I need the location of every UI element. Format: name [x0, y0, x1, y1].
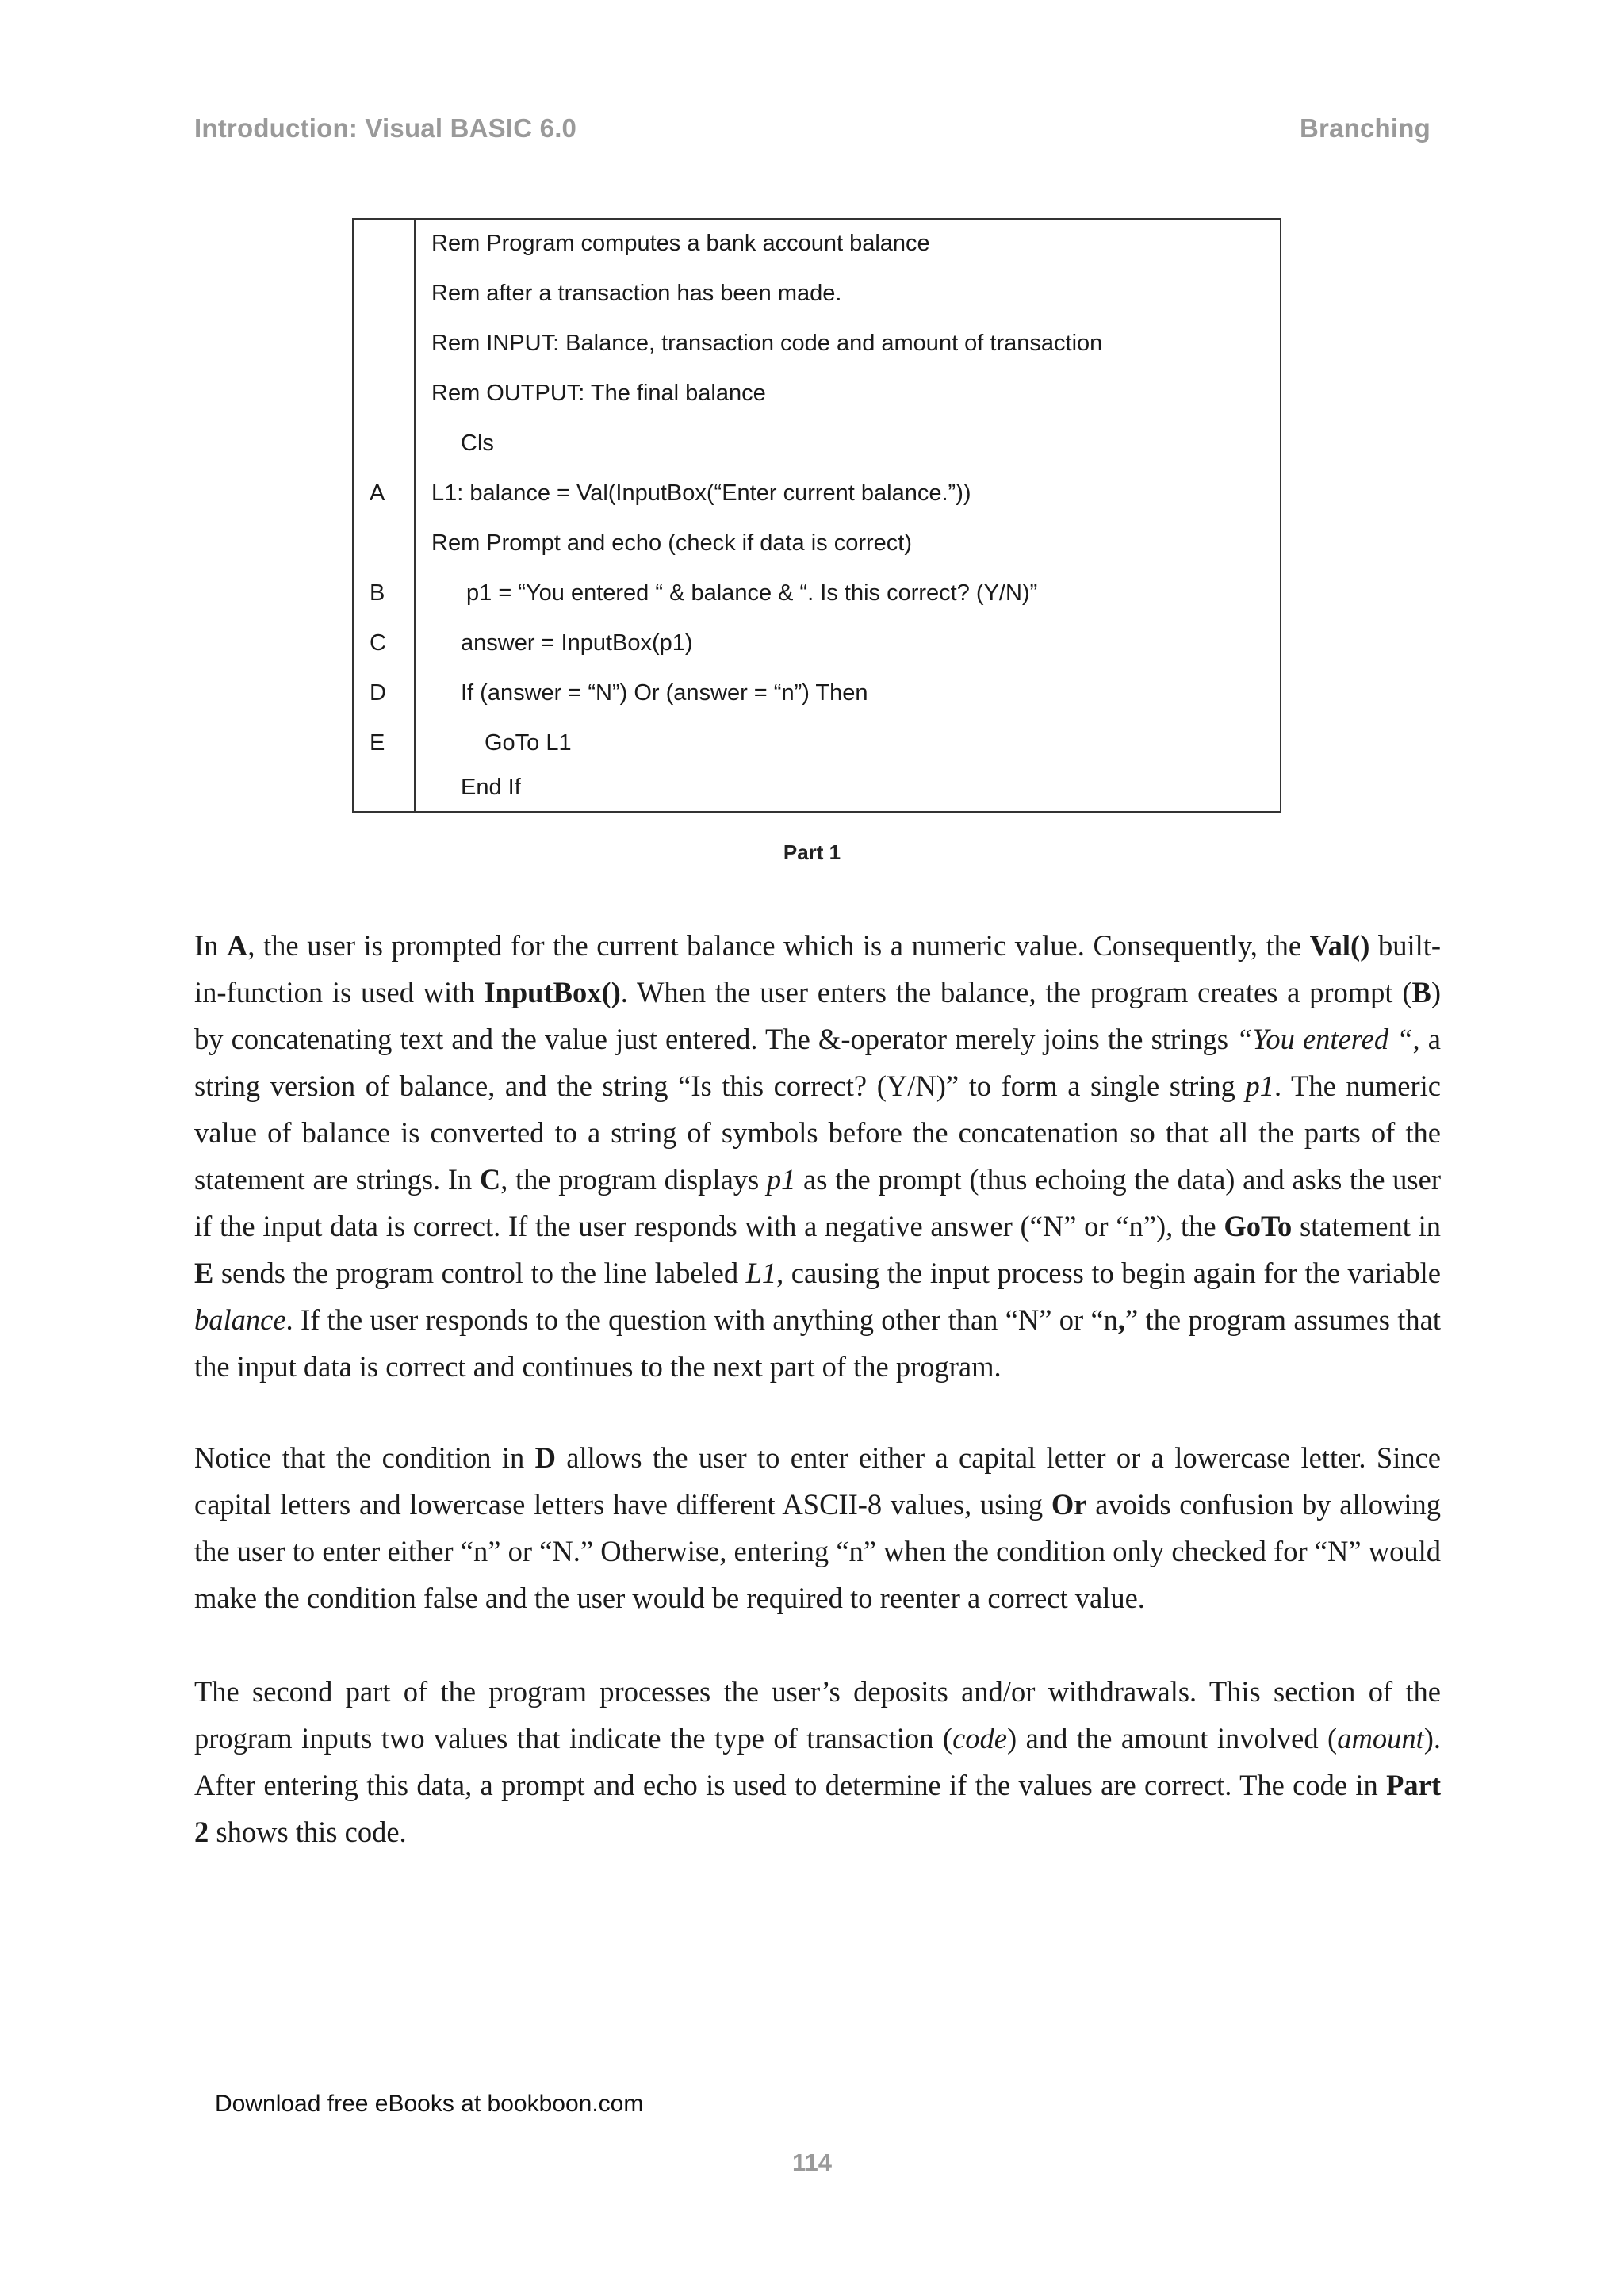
line-label: B [370, 580, 385, 606]
text-run: shows this code. [209, 1816, 407, 1848]
code-row [354, 320, 1280, 369]
code-line: If (answer = “N”) Or (answer = “n”) Then [461, 680, 868, 706]
bold-term: Val() [1309, 929, 1370, 962]
line-label: A [370, 480, 385, 506]
text-run: . The numeric value of balance is converted to a string of symbols before the concatenation so that all the parts of the statement are strings. In [194, 1070, 1441, 1196]
text-run: The second part of the program processes the user’s deposits and/or withdrawals. This section of the program inputs two values that indicate the type of transaction ( [194, 1675, 1441, 1755]
code-line: Rem OUTPUT: The final balance [431, 381, 766, 406]
code-line: Cls [461, 430, 494, 456]
code-row [354, 669, 1280, 719]
italic-term: code [952, 1722, 1007, 1755]
code-row [354, 220, 1280, 270]
bold-term: , [1117, 1303, 1126, 1336]
code-listing-table [352, 218, 1281, 813]
code-row [354, 619, 1280, 669]
download-link[interactable]: Download free eBooks at bookboon.com [215, 2091, 644, 2117]
code-line: Rem INPUT: Balance, transaction code and amount of transaction [431, 331, 1103, 356]
text-run: as the prompt (thus echoing the data) and asks the user if the input data is correct. If the user responds with a negative answer (“N” or “n”), the [194, 1163, 1441, 1242]
code-line: answer = InputBox(p1) [461, 630, 693, 656]
page-number: 114 [791, 2149, 832, 2176]
italic-term: p1 [1245, 1070, 1274, 1102]
code-row [354, 469, 1280, 519]
text-run: ) by concatenating text and the value just entered. The &-operator merely joins the strings [194, 976, 1441, 1055]
code-line: p1 = “You entered “ & balance & “. Is this correct? (Y/N)” [466, 580, 1038, 606]
code-row [354, 519, 1280, 569]
text-run: built-in-function is used with [194, 929, 1442, 1008]
code-line: L1: balance = Val(InputBox(“Enter current balance.”)) [431, 480, 971, 506]
running-header-title: Introduction: Visual BASIC 6.0 [194, 113, 577, 143]
text-run: statement in [1292, 1210, 1441, 1242]
line-label: E [370, 730, 385, 756]
text-run: sends the program control to the line labeled [213, 1257, 746, 1289]
text-run: Notice that the condition in [194, 1441, 535, 1474]
code-line: End If [461, 775, 521, 800]
bold-term: InputBox() [484, 976, 621, 1008]
bold-term: GoTo [1224, 1210, 1293, 1242]
code-line: Rem after a transaction has been made. [431, 281, 842, 306]
body-paragraph [194, 1434, 1441, 1621]
bold-term: E [194, 1257, 214, 1289]
running-header-chapter: Branching [1300, 113, 1431, 143]
text-run: allows the user to enter either a capital letter or a lowercase letter. Since capital letters and lowercase letters have different ASCII-8 values, using [194, 1441, 1441, 1521]
italic-term: L1 [745, 1257, 777, 1289]
code-row [354, 719, 1280, 769]
figure-caption: Part 1 [783, 840, 841, 864]
line-label: D [370, 680, 386, 706]
bold-term: Part 2 [194, 1769, 1441, 1848]
italic-term: amount [1337, 1722, 1424, 1755]
code-row [354, 419, 1280, 469]
bold-term: B [1411, 976, 1431, 1008]
code-row [354, 569, 1280, 619]
text-run: ). After entering this data, a prompt and echo is used to determine if the values are correct. The code in [194, 1722, 1441, 1801]
text-run: ) and the amount involved ( [1006, 1722, 1338, 1755]
code-row [354, 369, 1280, 419]
code-line: Rem Prompt and echo (check if data is correct) [431, 530, 913, 556]
italic-term: “You entered “ [1236, 1023, 1413, 1055]
bold-term: D [534, 1441, 556, 1474]
code-row [354, 763, 1280, 813]
code-row [354, 270, 1280, 320]
body-paragraph [194, 922, 1441, 1390]
code-line: GoTo L1 [485, 730, 572, 756]
text-run: , causing the input process to begin again for the variable [776, 1257, 1441, 1289]
text-run: . If the user responds to the question with anything other than “N” or “n [285, 1303, 1118, 1336]
text-run: , a string version of balance, and the string “Is this correct? (Y/N)” to form a single string [194, 1023, 1442, 1102]
bold-term: A [226, 929, 248, 962]
text-run: avoids confusion by allowing the user to enter either “n” or “N.” Otherwise, entering “n” when the condition only checked for “N” would make the condition false and the user would be required to reenter a correct value. [194, 1488, 1441, 1614]
line-label: C [370, 630, 386, 656]
body-paragraph [194, 1668, 1441, 1855]
italic-term: balance [194, 1303, 286, 1336]
bold-term: Or [1051, 1488, 1087, 1521]
text-run: , the user is prompted for the current balance which is a numeric value. Consequently, the [247, 929, 1310, 962]
code-line: Rem Program computes a bank account balance [431, 231, 930, 256]
text-run: , the program displays [500, 1163, 767, 1196]
text-run: ” the program assumes that the input data is correct and continues to the next part of the program. [194, 1303, 1441, 1383]
text-run: In [194, 929, 227, 962]
bold-term: C [479, 1163, 501, 1196]
italic-term: p1 [766, 1163, 796, 1196]
text-run: . When the user enters the balance, the program creates a prompt ( [620, 976, 1412, 1008]
